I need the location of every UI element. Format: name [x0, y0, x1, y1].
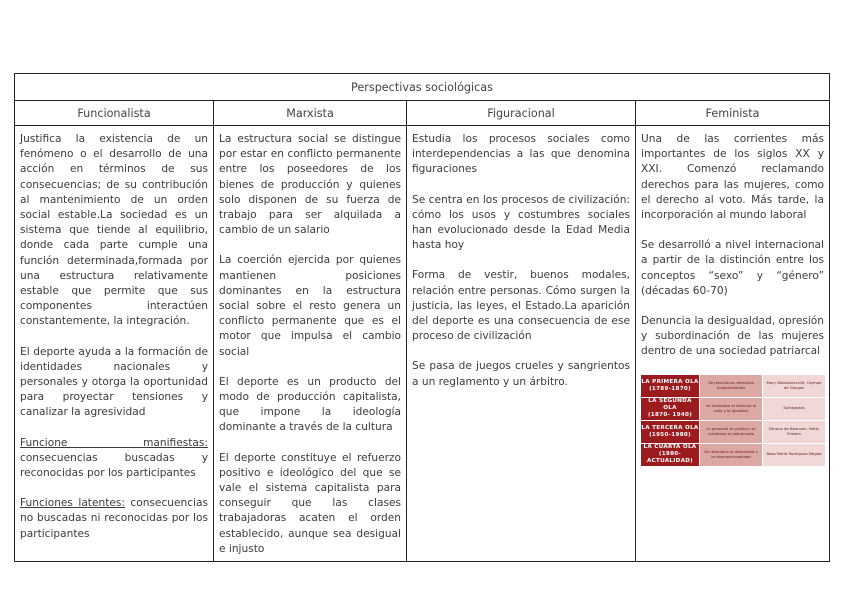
wave-label: [641, 375, 699, 397]
wave-row: [641, 421, 825, 443]
wave-label: [641, 398, 699, 420]
column-header-feminista: Feminista: [636, 101, 830, 126]
wave-reference: Simone de Beauvoir, Betty Friedan: [763, 421, 825, 443]
figuracional-cell: [407, 126, 636, 562]
column-header-funcionalista: Funcionalista: [15, 101, 214, 126]
funcionalista-manifest-functions: [20, 436, 208, 482]
column-header-marxista: Marxista: [214, 101, 407, 126]
wave-years: (1950-1980): [649, 431, 691, 438]
wave-label: [641, 444, 699, 466]
manifest-functions-text: consecuencias buscadas y reconocidas por los participantes: [20, 451, 208, 480]
marxista-paragraph: El deporte es un producto del modo de producción capitalista, que impone la ideología dominante a través de la cultura: [219, 375, 401, 434]
wave-years: (1870- 1940): [647, 412, 693, 419]
latent-functions-term: Funciones latentes:: [20, 497, 125, 510]
funcionalista-paragraph: Justifica la existencia de un fenómeno o el desarrollo de una acción en términos de sus consecuencias; de su contribución al mantenimiento de un orden social estable.La sociedad es un sistema que tiende al equilibrio, donde cada parte cumple una función determinada,formada por una estructura relativamente estable que permite que sus componentes interactúen constantemente, la integración.: [20, 133, 208, 328]
wave-description: Lo personal es político; se cuestiona el patriarcado: [700, 421, 762, 443]
wave-row: [641, 444, 825, 466]
wave-row: [641, 398, 825, 420]
funcionalista-latent-functions: [20, 496, 208, 542]
latent-functions-text: consecuencias no buscadas ni reconocidas por los participantes: [20, 497, 208, 540]
wave-name: LA PRIMERA OLA: [641, 378, 699, 385]
feminista-paragraph: Se desarrolló a nivel internacional a partir de la distinción entre los conceptos “sexo” y “género” (décadas 60-70): [641, 239, 824, 297]
marxista-paragraph: La coerción ejercida por quienes mantienen posiciones dominantes en la estructura social sobre el resto genera un conflicto permanente que es el motor que impulsa el cambio social: [219, 254, 401, 358]
wave-reference: Sufragistas: [763, 398, 825, 420]
figuracional-paragraph: Estudia los procesos sociales como interdependencias a las que denomina figuraciones: [412, 133, 630, 176]
funcionalista-paragraph: El deporte ayuda a la formación de identidades nacionales y personales y otorga la oportunidad para proyectar tensiones y canalizar la agresividad: [20, 345, 208, 419]
wave-description: Se reivindica el derecho al voto y la igualdad: [700, 398, 762, 420]
wave-reference: Mary Wollstonecraft, Olympe de Gouges: [763, 375, 825, 397]
feminist-waves-infographic: [641, 375, 825, 466]
wave-name: LA CUARTA OLA: [643, 444, 697, 451]
wave-years: (1789-1870): [649, 385, 691, 392]
figuracional-paragraph: Se pasa de juegos crueles y sangrientos a un reglamento y un árbitro.: [412, 360, 630, 388]
wave-name: LA TERCERA OLA: [641, 424, 699, 431]
wave-reference: Rosa María Rodríguez Magda: [763, 444, 825, 466]
wave-years: (1980- ACTUALIDAD): [646, 451, 694, 465]
funcionalista-cell: [15, 126, 214, 562]
marxista-paragraph: El deporte constituye el refuerzo positivo e ideológico del que se vale el sistema capitalista para conseguir que las clases trabajadoras acaten el orden establecido, aunque sea desigual e injusto: [219, 451, 401, 555]
figuracional-paragraph: Forma de vestir, buenos modales, relación entre personas. Cómo surgen la justicia, las leyes, el Estado.La aparición del deporte es una consecuencia de ese proceso de civilización: [412, 269, 630, 343]
wave-description: Se reivindica la diversidad y la interseccionalidad: [700, 444, 762, 466]
figuracional-paragraph: Se centra en los procesos de civilización: cómo los usos y costumbres sociales han evolucionado desde la Edad Media hasta hoy: [412, 193, 630, 252]
marxista-cell: [214, 126, 407, 562]
feminista-cell: [636, 126, 830, 562]
wave-label: [641, 421, 699, 443]
feminista-paragraph: Denuncia la desigualdad, opresión y subordinación de las mujeres dentro de una sociedad patriarcal: [641, 315, 825, 358]
wave-name: LA SEGUNDA OLA: [648, 398, 692, 412]
wave-description: Se reivindican derechos fundamentales: [700, 375, 762, 397]
table-title: Perspectivas sociológicas: [15, 74, 830, 101]
perspectives-table: [14, 73, 830, 562]
marxista-paragraph: La estructura social se distingue por estar en conflicto permanente entre los poseedores de los bienes de producción y quienes solo disponen de su fuerza de trabajo para ser alquilada a cambio de un salario: [219, 133, 401, 237]
column-header-figuracional: Figuracional: [407, 101, 636, 126]
manifest-functions-term: Funcione manifiestas:: [20, 436, 208, 449]
wave-row: [641, 375, 825, 397]
feminista-paragraph: Una de las corrientes más importantes de los siglos XX y XXI. Comenzó reclamando derechos para las mujeres, como el derecho al voto. Más tarde, la incorporación al mundo laboral: [641, 133, 824, 222]
